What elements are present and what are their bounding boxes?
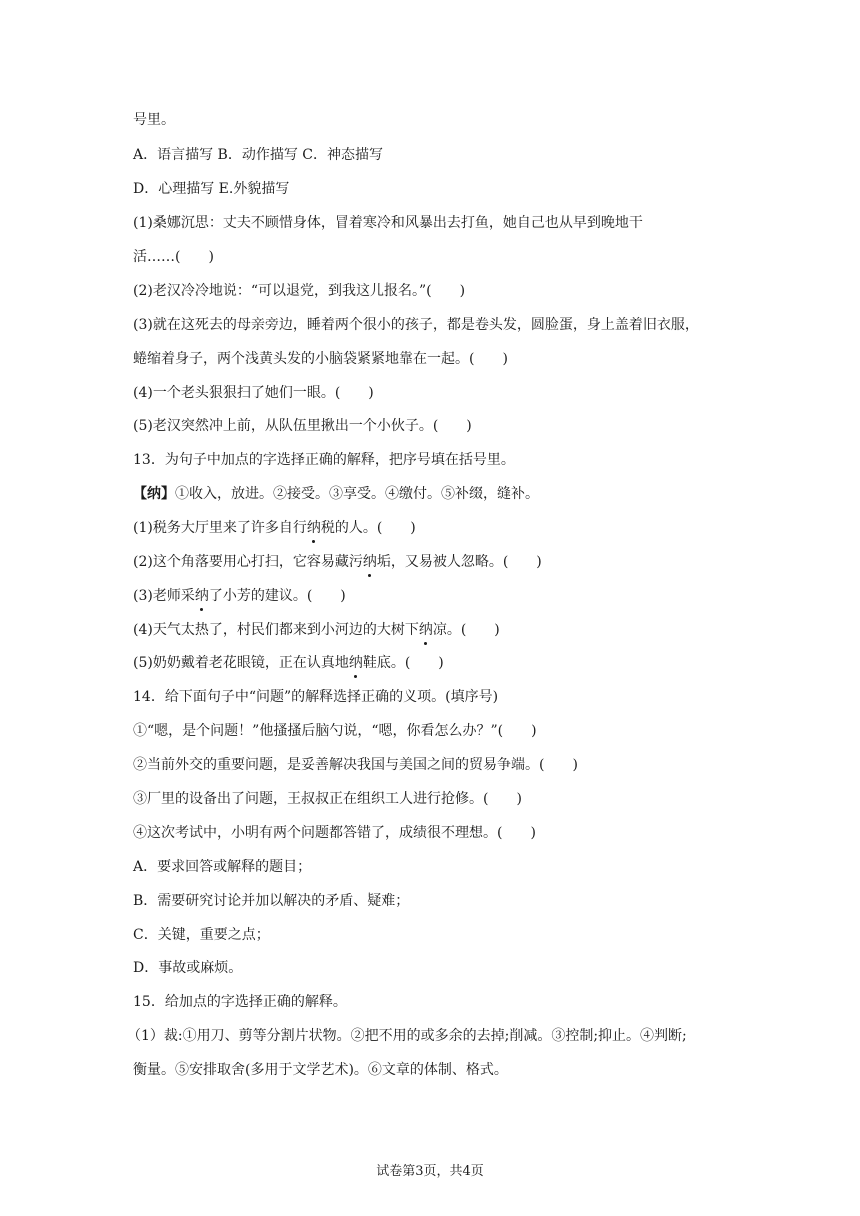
text-line: (2)老汉冷冷地说：“可以退党，到我这儿报名。”( )	[133, 283, 466, 299]
text-line: (4)一个老头狠狠扫了她们一眼。( )	[133, 385, 374, 401]
text: 凉。( )	[432, 622, 500, 638]
text: (1)税务大厅里来了许多自行	[133, 520, 307, 536]
text-line: (5)老汉突然冲上前，从队伍里揪出一个小伙子。( )	[133, 418, 472, 434]
text-line: 衡量。⑤安排取舍(多用于文学艺术)。⑥文章的体制、格式。	[133, 1062, 508, 1078]
na-definition	[133, 484, 539, 504]
na-meanings: ①收入，放进。②接受。③享受。④缴付。⑤补缀，缝补。	[175, 486, 539, 502]
dotted-character: 纳	[194, 588, 209, 604]
text-line: (1)桑娜沉思：丈夫不顾惜身体，冒着寒冷和风暴出去打鱼，她自己也从早到晚地干	[133, 215, 643, 231]
text: 垢，又易被人忽略。( )	[376, 554, 542, 570]
dotted-character: 纳	[348, 655, 363, 671]
text: 了小芳的建议。( )	[208, 588, 346, 604]
text: (3)老师采	[133, 588, 195, 604]
text-line: ②当前外交的重要问题，是妥善解决我国与美国之间的贸易争端。( )	[133, 757, 578, 773]
question-14: 14．给下面句子中“问题”的解释选择正确的义项。(填序号)	[133, 689, 499, 705]
option-line: C．关键，重要之点；	[133, 927, 270, 943]
text-line: 蜷缩着身子，两个浅黄头发的小脑袋紧紧地靠在一起。( )	[133, 351, 508, 367]
dotted-character: 纳	[418, 622, 433, 638]
na-item	[133, 586, 346, 606]
text-line: ①“嗯，是个问题！”他搔搔后脑勺说，“嗯，你看怎么办？”( )	[133, 723, 537, 739]
question-13: 13．为句子中加点的字选择正确的解释，把序号填在括号里。	[133, 452, 515, 468]
na-item	[133, 518, 416, 538]
text-line: D．心理描写 E.外貌描写	[133, 181, 290, 197]
text-line: ④这次考试中，小明有两个问题都答错了，成绩很不理想。( )	[133, 825, 536, 841]
text: (2)这个角落要用心打扫，它容易藏污	[133, 554, 363, 570]
text-line: 活……( )	[133, 249, 214, 265]
dotted-character: 纳	[362, 554, 377, 570]
text-line: 号里。	[133, 112, 175, 128]
dotted-character: 纳	[306, 520, 321, 536]
na-head: 【纳】	[133, 486, 175, 502]
na-item	[133, 552, 542, 572]
text: (5)奶奶戴着老花眼镜，正在认真地	[133, 655, 349, 671]
option-line: D．事故或麻烦。	[133, 960, 243, 976]
text-line: A．语言描写 B．动作描写 C．神态描写	[133, 147, 384, 163]
text-line: （1）裁:①用刀、剪等分割片状物。②把不用的或多余的去掉;削减。③控制;抑止。④判断;	[127, 1028, 687, 1044]
text-line: (3)就在这死去的母亲旁边，睡着两个很小的孩子，都是卷头发，圆脸蛋，身上盖着旧衣服，	[133, 317, 699, 333]
text-line: ③厂里的设备出了问题，王叔叔正在组织工人进行抢修。( )	[133, 791, 522, 807]
question-15: 15．给加点的字选择正确的解释。	[133, 994, 347, 1010]
text: 鞋底。( )	[362, 655, 444, 671]
text: 税的人。( )	[320, 520, 416, 536]
na-item	[133, 620, 500, 640]
option-line: A．要求回答或解释的题目；	[133, 859, 312, 875]
na-item	[133, 653, 444, 673]
page-footer: 试卷第3页，共4页	[376, 1164, 484, 1179]
option-line: B．需要研究讨论并加以解决的矛盾、疑难；	[133, 893, 410, 909]
text: (4)天气太热了，村民们都来到小河边的大树下	[133, 622, 419, 638]
